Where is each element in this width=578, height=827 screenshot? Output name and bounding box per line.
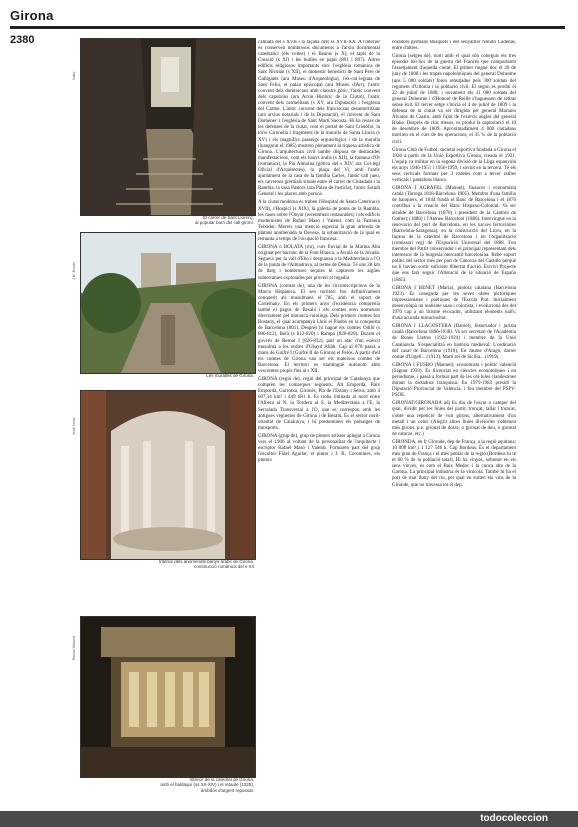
photo-cathedral-interior [80, 616, 256, 778]
running-head: Girona [10, 8, 54, 23]
paragraph: GIRONA (grup de), grup de pintors artistes aplegat a Girona vers el 1906 al voltant de la personalitat de l'arquitecte i escriptor Rafael Masó i Valentí. Formaren part del grup l'escultor Fidel Aguilar, el pintor i J. B. Coromines, els pintors [258, 433, 380, 464]
photo-credit: J.M. Borrás [72, 262, 76, 280]
watermark-label: todocoleccion [480, 813, 548, 824]
paragraph: Girona (setges de), nom amb el qual són coneguts els tres episodis bèl·lics de la guerra del Francès que comportaren l'assetjament d'aquella ciutat. El primer tingué lloc el 20 de juny de 1808 i les tropes napoleòniques del general Duhesme (uns 5 000 soldats) foren rebutjades pels 300 soldats del regiment d'Ultònia i la població civil. El segon es produí el 22 de juliol de 1808, i novament els 11 000 soldats del general Duhesme i d'Honoré de Reille s'haguessen de retirar sense èxit. El tercer setge s'inicià el 4 de juliol de 1809 i la defensa de la ciutat va ser dirigida pel general Mariano Álvarez de Castro, amb l'ajut de l'exèrcit angles del general Blake. Després de cinc mesos, es produí la capitulació el 10 de desembre de 1809. Aproximadament 4 000 ciutadans moriren en el curs de les operacions, el 35 % de la població civil. [392, 54, 516, 145]
photo-caption: Les muralles de Girona. [206, 373, 254, 378]
paragraph: coradors germans Busquets i del senyalller Nonito Cadenas, entre d'altres. [392, 40, 516, 52]
paragraph: GIRONDA, en fr Gironde, dep de França, a la regió aquitana; 10 000 km² i 1 127 546 h. Cap Bordeus. És el departament més gran de França i el més poblat de la regió (Bordeus hi té el 60 % de la població total). Hi ha vinyes, sobretot en els seus vinyes, és com el Baix Medoc i la conca alta de la Garona. La principal indústria és la vinícola. També hi ha el port de mar lluny del riu, pel qual en surten els vins de la Gironde, que no travessa tot el dep. [392, 439, 516, 488]
photo-arab-baths [80, 390, 256, 560]
paragraph: GIRONA I LLAGOSTERA (Daniel), historiador i jurista català (Barcelona 1866-1938). Va ser secretari de l'Acadèmia de Bones Lletres (1922-1924) i membre de la Unió Catalanista. S'especialitzà en història medieval: L'ordinació del casal de Barcelona (1910), En Jaume d'Aragó, darrer comte d'Urgell... (1913), Martí rei de Sicília... (1919). [392, 324, 516, 360]
photo-sant-llorenc-street [80, 38, 256, 216]
paragraph: GIRONA o BOLATA (riu), curs fluvial de la Marina Alta originat per barranc de la Font Blanca, a Alcalà de la Jovada. Segueix per la vall d'Ebo i desguassa a la Mediterrània a l'O de la punta de l'Almadrava, al terme de Dénia. Té uns 28 km de llarg i nombroses sèquies hi captaven les aigües subterrànies explotades per proveir el regadiu. [258, 245, 380, 281]
paragraph: GIRONA I BENET (Maria), pintora catalana (Barcelona 1923). És coneguda per les seves obres pictòriques impressionistes i poètiques de l'Escola Prat. Inicialment desenvolupà un realisme suau i colorista, i evolucionà des del 1970 cap a un lirisme evocador, utilitzant elements naïfs, d'una acurada minuciositat. [392, 285, 516, 322]
paragraph: GIRONAT/GIRONADA adj Es diu de l'escut o camper del qual, dividit per les línies del partit, tronçat, tallat i truncat, s'obté una repetició de vuit girons, alternativament d'un metall i un color. (Alegrit altres línies divisòries s'obtenen més girons, p.e. gironat de dotze, o gironat de deu, o gironat de catorze, etc.) [392, 401, 516, 437]
paragraph: calinata del s XVII i la façana dels ss XVII-XX. A l'interior es conserven nombrosos documents a l'arxiu documental catedralici (els voltes) i el Beatus (s X), el tapís de la Creació (s XI) i les butlles en papir (891 i 897). Altres edificis religiosos importants són: l'església romànica de Sant Nicolau (s XII), el monestir benedictí de Sant Pere de Galligants (ara Museu d'Arqueologia), l'ex-col·legiata de Sant Feliu, el palau episcopal (ara Museu d'Art), l'antic convent dels dominicans amb claustre gòtic, l'antic convent dels caputxins (ara Arxiu Històric de la Ciutat), l'antic convent dels carmelitans (s XV, ara Diputació) i l'església del Carme. L'antic convent dels franciscans desamortitzats (ara arxius notarials i de la Diputació), el convent de Sant Domènec i l'església de Sant Martí Sacosta. Hi ha restes de les defenses de la ciutat, com el portal de Sant Cristòfol, la torre Gironella i fragments de la muralla de Santa Llúcia (s XV) i els magnífics passeigs arqueològics i de la muralla (inaugurat el 1985) mostren plenament la riquesa artística de Girona. L'arquitectura civil també disposa de destacades manifestacions, com els banys àrabs (s XII), la fontana d'Or (romànica), la Pia Almoina (gòtica del s XIV, ara Col·legi Oficial d'Arquitectes), la plaça del Vi, amb l'antic ajuntament de la casa de la família Carles, l'antic call jueu, els carrerons gremials situats entre el carrer de Ciutadans i la Rambla, la casa Pastors (ara Palau de Justícia), l'antic Estudi General i les places amb porxos. [258, 40, 380, 198]
text-column-1 [258, 40, 380, 810]
photo-caption: El carrer de Sant Llorenç, al popular barri del call gironí. [194, 215, 254, 226]
watermark-bar [0, 811, 578, 827]
page-number: 2380 [10, 34, 35, 46]
photo-city-walls [80, 232, 256, 374]
photo-caption: Interior dels anomenats banys àrabs de Girona, construcció romànica del s XII [158, 559, 254, 570]
paragraph: GIRONA I AGRAFEL (Manuel), financer i economista català (Tàrrega 1818-Barcelona 1905). Membre d'una família de banquers, el 1844 fundà el Banc de Barcelona i el 1876 contribuí a la creació del Banc Hispano-Colonial. Va ser alcalde de Barcelona (1876) i president de la Cambra de Comerç (1886) i l'Ateneu Barceloní (1886). Intervingué en la renovació del port de Barcelona, en les xarxes ferroviàries (Barcelona-Saragossa), en la construcció del Liceu, en la façana de la catedral de Barcelona i en l'organització (comissari reg) de l'Exposició Universal del 1888. Fou membre del Partit conservador i el principal representant dels interessos de la burgesia mercantil barcelonina. Rebé suport polític del sector més per part de Cánovas del Castillo perquè no li havien sortir suficient llibertat d'acció. Escriví Projecte que ens farà seguir l'Alteració de la situació de España (1865). [392, 186, 516, 283]
paragraph: GIRONA (regió de), regió del principat de Catalunya que comprèn les comarques següents: Alt Empordà, Baix Empordà, Garrotxa, Gironès, Pla de l'Estany i Selva, amb 4 607,34 km² i 449 681 h. Es troba limitada al nord entre l'Albera al N, la Tordera al S, la Mediterrània a l'E, la Serralada Transversal a l'O, que es correspon amb les antigues vegueries de Girona i de Besalú. És el sector nord-oriental de Catalunya, i hi predominen els paisatges de transports. [258, 377, 380, 431]
paragraph: A la ciutat moderna es troben l'Hospital de Santa Caterina (s XVII), l'Hospici (s XIX), la galeria de ponts de la Rambla, les cases sobre l'Onyar (recentment restaurades) i els edificis modernistes de Rafael Masó i Valentí, com la Farinera Teixidor. Mereix una menció especial la gran arbreda de plàtans anomenada la Devesa, la urbanització de la qual es remunta a temps de l'ocupació francesa. [258, 200, 380, 242]
photo-credit: Ramon Manent [72, 636, 76, 660]
paragraph: Girona Club de Futbol, societat esportiva fundada a Girona el 1930 a partir de la Unió Esportiva Girona, creada el 1921. L'equip va militar en la segona divisió de la Lliga espanyola els anys 1946-1951 i 1956-1959, i sovint en la tercera. Té els seus verticals formats per 3 rodetes com a tercer ratlles verticals i pantalons blancs. [392, 147, 516, 184]
header-rule [10, 26, 565, 29]
paragraph: GIRONA I FUSBO (Manuel), economista i polític valencià (Sagunt 1939). És llicenciat en ciències econòmiques i en periodisme, i passà a formar part de les cèl·lules clandestines durant la dictadura franquista. En 1979-1983 presidí la Diputació Provincial de València, i fou membre del PSPV-PSOE. [392, 362, 516, 399]
photo-caption: Interior de la catedral de Girona, amb el baldaquí (ss XII-XIV) i el retaule (1325), ambdós d'argent repussat. [160, 777, 254, 793]
photo-credit: Index [72, 71, 76, 80]
text-column-2 [392, 40, 516, 810]
photo-credit: Jordi Sarrà [72, 417, 76, 435]
paragraph: GIRONA (comtat de), una de les circumscripcions de la Marca Hispànica. El seu territori fou definitivament conquerit als musulmans el 785, amb el suport de Carlemany. En els primers anys d'existència comprenia també el pagus de Besalú i els comtes eren nomenats directament pel monarca carolingi. Dels primers comtes fou Rostany, el qual acompanyà Lluís el Piadós en la conquesta de Barcelona (801). Després hi hagué els comtes Odiló (s 800-812), Berà (s 812-820) i Rampó (820-826). Durant el govern de Bernat I (826-832), pati un atac d'un exèrcit musulmà a les ordres d'Ubayd Allàh. Cap al 878 passà a mans de Guifré I (Guifré II de Girona) el Pelós. A partir d'ell els comtes de Girona van ser els mateixos comtes de Barcelona. El territori es mantingué autònom amb vescomtes propis fins al s XII. [258, 283, 380, 374]
